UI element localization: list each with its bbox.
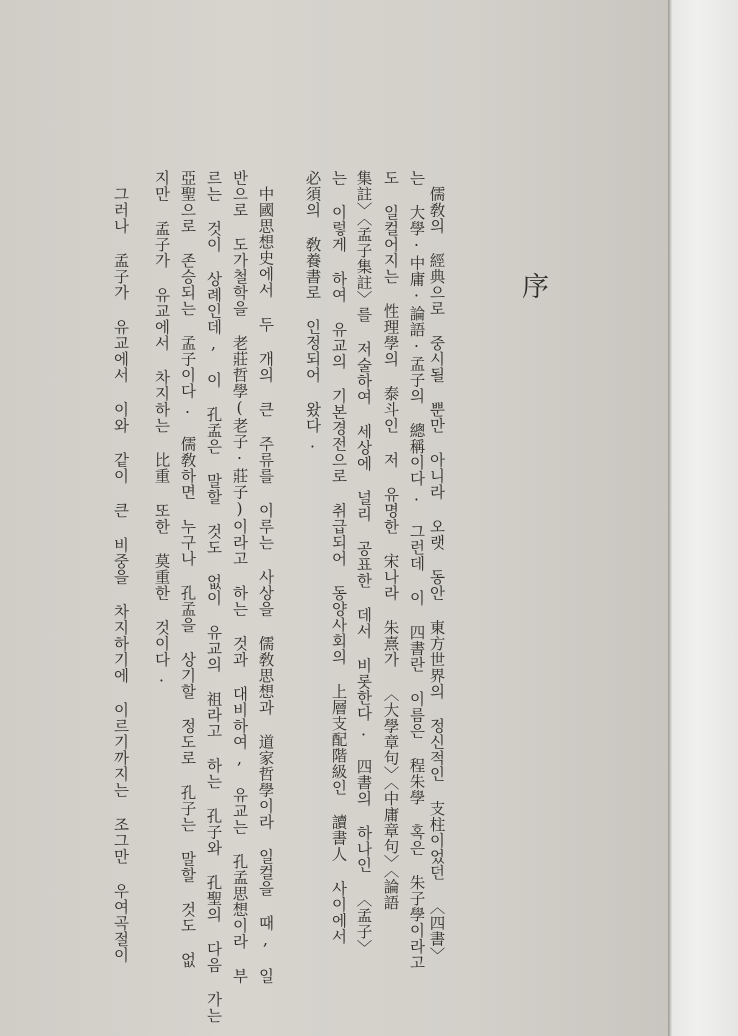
page-edge	[668, 0, 738, 1036]
page-title: 序	[522, 272, 549, 303]
text-column: 儒敎의 經典으로 중시될 뿐만 아니라 오랫 동안 東方世界의 정신적인 支柱이었던 〈四書〉	[427, 186, 446, 963]
text-column: 集註〉〈孟子集註〉를 저술하여 세상에 널리 공표한 데서 비롯한다. 四書의 하나인 〈孟子〉	[354, 170, 373, 956]
text-column: 中國思想史에서 두 개의 큰 주류를 이루는 사상을 儒敎思想과 道家哲學이라 일컬을 때, 일	[256, 186, 275, 984]
text-column: 그러나 孟子가 유교에서 이와 같이 큰 비중을 차지하기에 이르기까지는 조그만 우여곡절이	[111, 186, 130, 963]
text-column: 반으로 도가철학을 老莊哲學(老子·莊子)이라고 하는 것과 대비하여, 유교는 孔孟思想이라 부	[230, 170, 249, 984]
text-column: 亞聖으로 존승되는 孟子이다. 儒敎하면 누구나 孔孟을 상기할 정도로 孔子는 말할 것도 없	[178, 170, 197, 968]
text-column: 도 일컬어지는 性理學의 泰斗인 저 유명한 宋나라 朱熹가 〈大學章句〉〈中庸章句〉〈論語	[381, 170, 400, 911]
text-column: 必須의 敎養書로 인정되어 왔다.	[303, 170, 322, 452]
text-column: 르는 것이 상례인데, 이 孔孟은 말할 것도 없이 유교의 祖라고 하는 孔子와 孔聖의 다음 가는	[204, 170, 223, 1024]
text-column: 는 大學·中庸·論語·孟子의 總稱이다. 그런데 이 四書란 이름은 程朱學 혹은 朱子學이라고	[407, 170, 426, 971]
text-column: 는 이렇게 하여 유교의 기본경전으로 취급되어 동양사회의 上層支配階級인 讀書人 사이에서	[329, 170, 348, 945]
text-column: 지만 孟子가 유교에서 차지하는 比重 또한 莫重한 것이다.	[152, 170, 171, 686]
